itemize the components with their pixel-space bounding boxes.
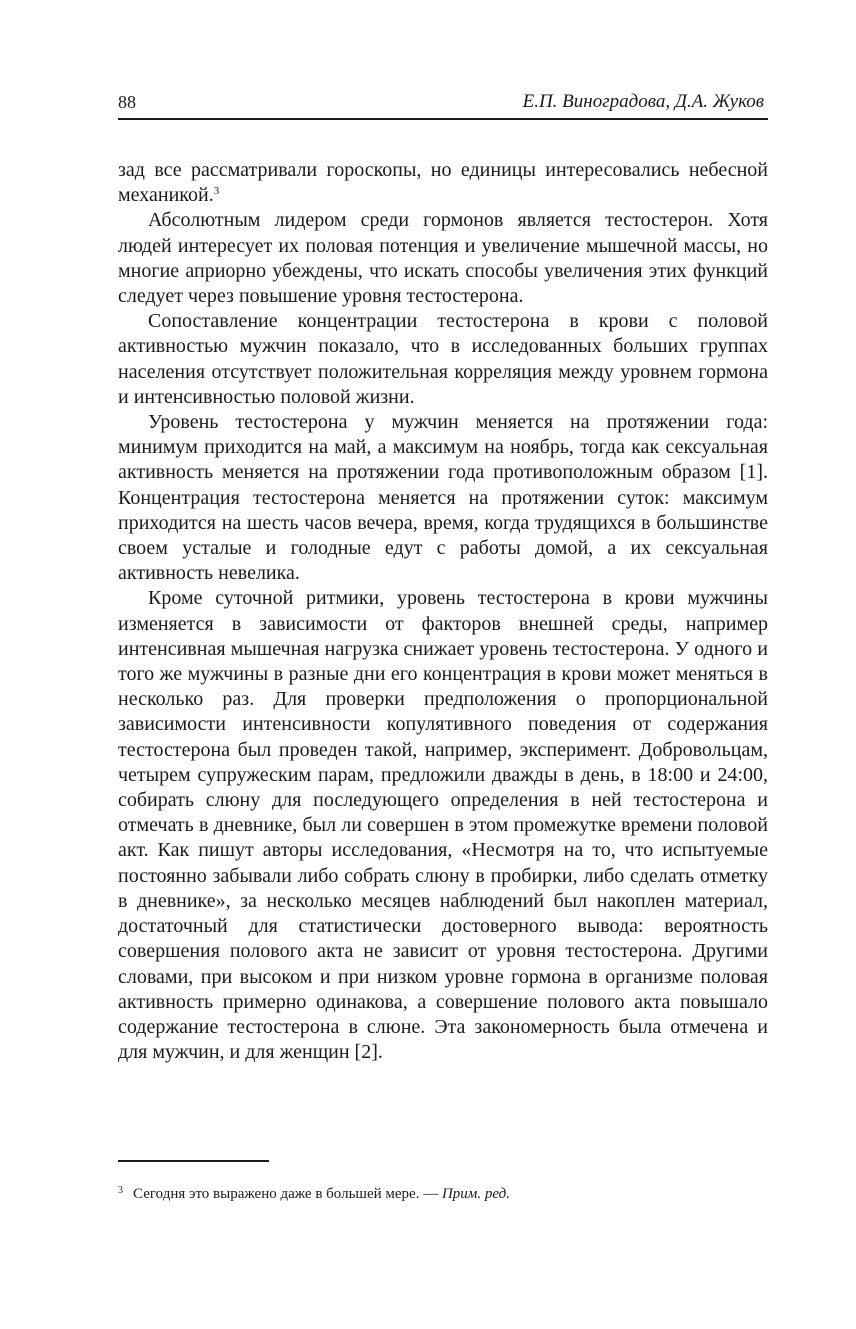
running-head-authors: Е.П. Виноградова, Д.А. Жуков [522, 91, 764, 112]
body-text [118, 158, 768, 1065]
paragraph-2: Абсолютным лидером среди гормонов является тестостерон. Хотя людей интересует их половая потенция и увеличение мышечной массы, но многие априорно убеждены, что искать способы увеличения этих функций следует через повышение уровня тестостерона. [118, 209, 768, 308]
page-header [118, 90, 768, 120]
paragraph-5: Кроме суточной ритмики, уровень тестостерона в крови мужчины изменяется в зависимости от факторов внешней среды, например интенсивная мышечная нагрузка снижает уровень тестостерона. У одного и того же мужчины в разные дни его концентрация в крови может меняться в несколько раз. Для проверки предположения о пропорциональной зависимости интенсивности копулятивного поведения от содержания тестостерона был проведен такой, например, эксперимент. Добровольцам, четырем супружеским парам, предложили дважды в день, в 18:00 и 24:00, собирать слюну для последующего определения в ней тестостерона и отмечать в дневнике, был ли совершен в этом промежутке времени половой акт. Как пишут авторы исследования, «Несмотря на то, что испытуемые постоянно забывали либо собрать слюну в пробирки, либо сделать отметку в дневнике», за несколько месяцев наблюдений был накоплен материал, достаточный для статистически достоверного вывода: вероятность совершения полового акта не зависит от уровня тестостерона. Другими словами, при высоком и при низком уровне гормона в организме половая активность примерно одинакова, а совершение полового акта повышало содержание тестостерона в слюне. Эта закономерность была отмечена и для мужчин, и для женщин [2]. [118, 587, 768, 1064]
page-number: 88 [118, 92, 136, 112]
footnote-text: Сегодня это выражено даже в большей мере. — [133, 1186, 442, 1202]
footnote-reference: 3 [213, 185, 220, 198]
footnote-editor-note: Прим. ред. [441, 1186, 510, 1202]
footnote [118, 1181, 768, 1204]
footnote-number: 3 [118, 1185, 123, 1196]
paragraph-4: Уровень тестостерона у мужчин меняется на протяжении года: минимум приходится на май, а максимум на ноябрь, тогда как сексуальная активность меняется на протяжении года противоположным образом [1]. Концентрация тестостерона меняется на протяжении суток: максимум приходится на шесть часов вечера, время, когда трудящихся в большинстве своем усталые и голодные едут с работы домой, а их сексуальная активность невелика. [118, 411, 768, 585]
paragraph-3: Сопоставление концентрации тестостерона в крови с половой активностью мужчин показало, что в исследованных больших группах населения отсутствует положительная корреляция между уровнем гормона и интенсивностью половой жизни. [118, 310, 768, 408]
paragraph-1 [118, 158, 768, 208]
footnote-divider [118, 1160, 269, 1162]
paragraph-1-text: зад все рассматривали гороскопы, но единицы интересовались небесной механикой. [118, 159, 768, 207]
